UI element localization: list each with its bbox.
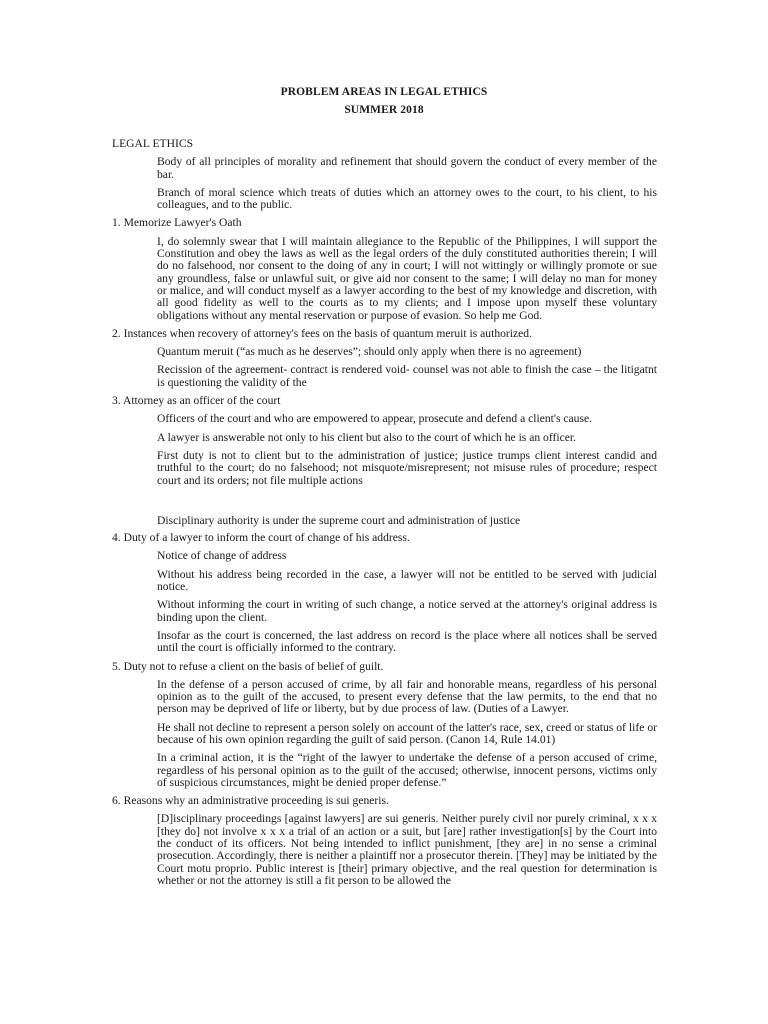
paragraph: Officers of the court and who are empowered to appear, prosecute and defend a client's cause. — [157, 412, 593, 426]
document-title: PROBLEM AREAS IN LEGAL ETHICS — [280, 86, 488, 98]
paragraph: Notice of change of address — [157, 549, 287, 563]
paragraph: Branch of moral science which treats of duties which an attorney owes to the court, to his client, to his colleagues, and to the public. — [157, 185, 657, 212]
paragraph: First duty is not to client but to the administration of justice; justice trumps client interest candid and truthful to the court; do no falsehood; not misquote/misrepresent; not misuse rules of procedure; respect court and its orders; not file multiple actions — [157, 448, 657, 487]
paragraph: Without his address being recorded in the case, a lawyer will not be entitled to be served with judicial notice. — [157, 567, 657, 594]
paragraph: Quantum meruit (“as much as he deserves”; should only apply when there is no agreement) — [157, 345, 582, 359]
section-heading-6: 6. Reasons why an administrative proceeding is sui generis. — [112, 794, 389, 808]
paragraph: In the defense of a person accused of crime, by all fair and honorable means, regardless of his personal opinion as to the guilt of the accused, to present every defense that the law permits, to the end that no person may be deprived of life or liberty, but by due process of law. (Duties of a Lawyer. — [157, 677, 657, 716]
spacer — [112, 493, 657, 515]
paragraph: Recission of the agreement- contract is rendered void- counsel was not able to finish the case – the litigatnt is questioning the validity of the — [157, 363, 657, 389]
paragraph: [D]isciplinary proceedings [against lawyers] are sui generis. Neither purely civil nor purely criminal, x x x [they do] not involve x x x a trial of an action or a suit, but [are] rather investigation[s] by the Court into the conduct of its officers. Not being intended to inflict punishment, [they are] in no sense a criminal prosecution. Accordingly, there is neither a plaintiff nor a prosecutor therein. [They] may be initiated by the Court motu proprio. Public interest is [their] primary objective, and the real question for determination is whether or not the attorney is still a fit person to be allowed the — [157, 812, 657, 887]
paragraph: Disciplinary authority is under the supreme court and administration of justice — [157, 513, 521, 527]
document-body — [112, 138, 657, 893]
section-heading-legal-ethics: LEGAL ETHICS — [112, 137, 194, 150]
paragraph: A lawyer is answerable not only to his client but also to the court of which he is an officer. — [157, 430, 576, 444]
lawyers-oath-paragraph: I, do solemnly swear that I will maintain allegiance to the Republic of the Philippines, I will support the Constitution and obey the laws as well as the legal orders of the duly constituted authorities therein; I will do no falsehood, nor consent to the doing of any in court; I will not wittingly or willingly promote or sue any groundless, false or unlawful suit, or give aid nor consent to the same; I will delay no man for money or malice, and will conduct myself as a lawyer according to the best of my knowledge and discretion, with all good fidelity as well to the courts as to my clients; and I impose upon myself these voluntary obligations without any mental reservation or purpose of evasion. So help me God. — [157, 234, 657, 322]
section-heading-5: 5. Duty not to refuse a client on the basis of belief of guilt. — [112, 659, 384, 673]
section-heading-1: 1. Memorize Lawyer's Oath — [112, 216, 242, 230]
paragraph: Without informing the court in writing of such change, a notice served at the attorney's original address is binding upon the client. — [157, 598, 657, 624]
section-heading-3: 3. Attorney as an officer of the court — [112, 394, 281, 408]
paragraph: In a criminal action, it is the “right of the lawyer to undertake the defense of a person accused of crime, regardless of his personal opinion as to the guilt of the accused; otherwise, innocent persons, victims only of suspicious circumstances, might be denied proper defense.” — [157, 751, 657, 789]
paragraph: Body of all principles of morality and refinement that should govern the conduct of every member of the bar. — [157, 155, 657, 181]
section-heading-2: 2. Instances when recovery of attorney's fees on the basis of quantum meruit is authorized. — [112, 326, 532, 340]
section-heading-4: 4. Duty of a lawyer to inform the court of change of his address. — [112, 531, 410, 545]
paragraph: Insofar as the court is concerned, the last address on record is the place where all notices shall be served until the court is officially informed to the contrary. — [157, 628, 657, 655]
document-subtitle: SUMMER 2018 — [344, 104, 424, 116]
paragraph: He shall not decline to represent a person solely on account of the latter's race, sex, creed or status of life or because of his own opinion regarding the guilt of said person. (Canon 14, Rule 14.01) — [157, 720, 657, 746]
